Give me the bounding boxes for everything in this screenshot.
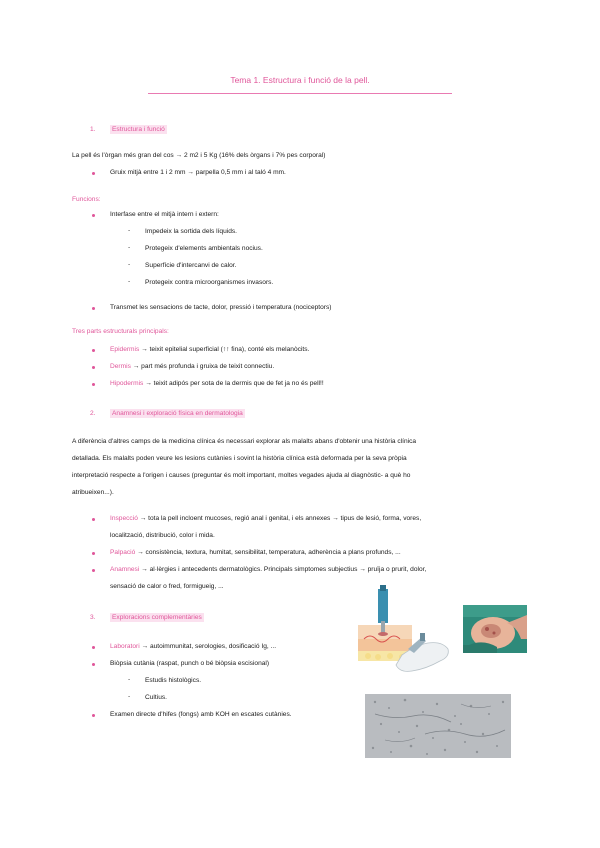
bullet-dot — [92, 172, 95, 175]
bullet-dot — [92, 518, 95, 521]
section-1-heading: 1. Estructura i funció — [90, 126, 165, 133]
inspeccio-item: Inspecció → tota la pell incloent mucoses, regió anal i genital, i els annexes → tipus de lesió, forma, vores, localització, distribució, color i mida. — [110, 515, 422, 539]
koh-microscopy-image — [365, 694, 511, 758]
page-title: Tema 1. Estructura i funció de la pell. — [230, 75, 370, 85]
section-3-heading: 3. Exploracions complementàries — [90, 614, 202, 621]
bullet-dot — [92, 214, 95, 217]
bullet-dot — [92, 663, 95, 666]
parts-heading: Tres parts estructurals principals: — [72, 328, 169, 335]
laboratori-item: Laboratori → autoimmunitat, serologies, dosificació Ig, ... — [110, 643, 277, 650]
dash-marker: - — [128, 278, 131, 285]
dash-marker: - — [128, 261, 131, 268]
bullet-dot — [92, 569, 95, 572]
biopsia-item: Biòpsia cutània (raspat, punch o bé biòpsia escisional) — [110, 660, 270, 667]
biopsy-illustration-image — [356, 585, 452, 677]
biopsia-subitem: Estudis histològics. — [145, 677, 202, 684]
bullet-dot — [92, 646, 95, 649]
intro-text: La pell és l'òrgan més gran del cos → 2 m2 i 5 Kg (16% dels òrgans i 7% pes corporal) — [72, 152, 326, 159]
clinical-photo-image — [463, 605, 527, 653]
dash-marker: - — [128, 244, 131, 251]
dash-marker: - — [128, 676, 131, 683]
examen-item: Examen directe d'hifes (fongs) amb KOH en escates cutànies. — [110, 711, 292, 718]
interfase-item: Protegeix contra microorganismes invasors. — [145, 279, 274, 286]
title-underline — [148, 93, 452, 94]
bullet-dot — [92, 552, 95, 555]
bullet-dot — [92, 366, 95, 369]
dash-marker: - — [128, 227, 131, 234]
interfase-item: Superfície d'intercanvi de calor. — [145, 262, 237, 269]
bullet-dot — [92, 349, 95, 352]
interfase-item: Impedeix la sortida dels líquids. — [145, 228, 237, 235]
palpacio-item: Palpació → consistència, textura, humitat, sensibilitat, temperatura, adherència a plans profunds, ... — [110, 549, 401, 556]
part-hipodermis: Hipodermis → teixit adipós per sota de la dermis que de fet ja no és pell!! — [110, 380, 324, 387]
bullet-dot — [92, 714, 95, 717]
anamnesi-paragraph: A diferència d'altres camps de la medicina clínica és necessari explorar als malalts abans d'obtenir una història clínica detallada. Els malalts poden veure les lesions cutànies i sovint la història clínica està deformada per la seva pròpia interpretació respecte a l'origen i causes (preguntar és molt important, moltes vegades ajuda al diagnòstic- a què ho atribueixen...). — [72, 438, 417, 496]
dash-marker: - — [128, 693, 131, 700]
transmet-text: Transmet les sensacions de tacte, dolor, pressió i temperatura (nociceptors) — [110, 304, 332, 311]
anamnesi-item: Anamnesi → al·lèrgies i antecedents dermatològics. Principals simptomes subjectius → pruïja o prurit, dolor, sensació de calor o fred, formigueig, ... — [110, 566, 427, 590]
section-2-heading: 2. Anamnesi i exploració física en dermatologia — [90, 410, 243, 417]
bullet-dot — [92, 307, 95, 310]
biopsia-subitem: Cultius. — [145, 694, 167, 701]
interfase-text: Interfase entre el mitjà intern i extern: — [110, 211, 219, 218]
part-dermis: Dermis → part més profunda i gruixa de teixit connectiu. — [110, 363, 275, 370]
bullet-dot — [92, 383, 95, 386]
interfase-item: Protegeix d'elements ambientals nocius. — [145, 245, 263, 252]
funcions-heading: Funcions: — [72, 196, 101, 203]
gruix-text: Gruix mitjà entre 1 i 2 mm → parpella 0,5 mm i al taló 4 mm. — [110, 169, 286, 176]
part-epidermis: Epidermis → teixit epitelial superficial (↑↑ fina), conté els melanòcits. — [110, 346, 310, 353]
